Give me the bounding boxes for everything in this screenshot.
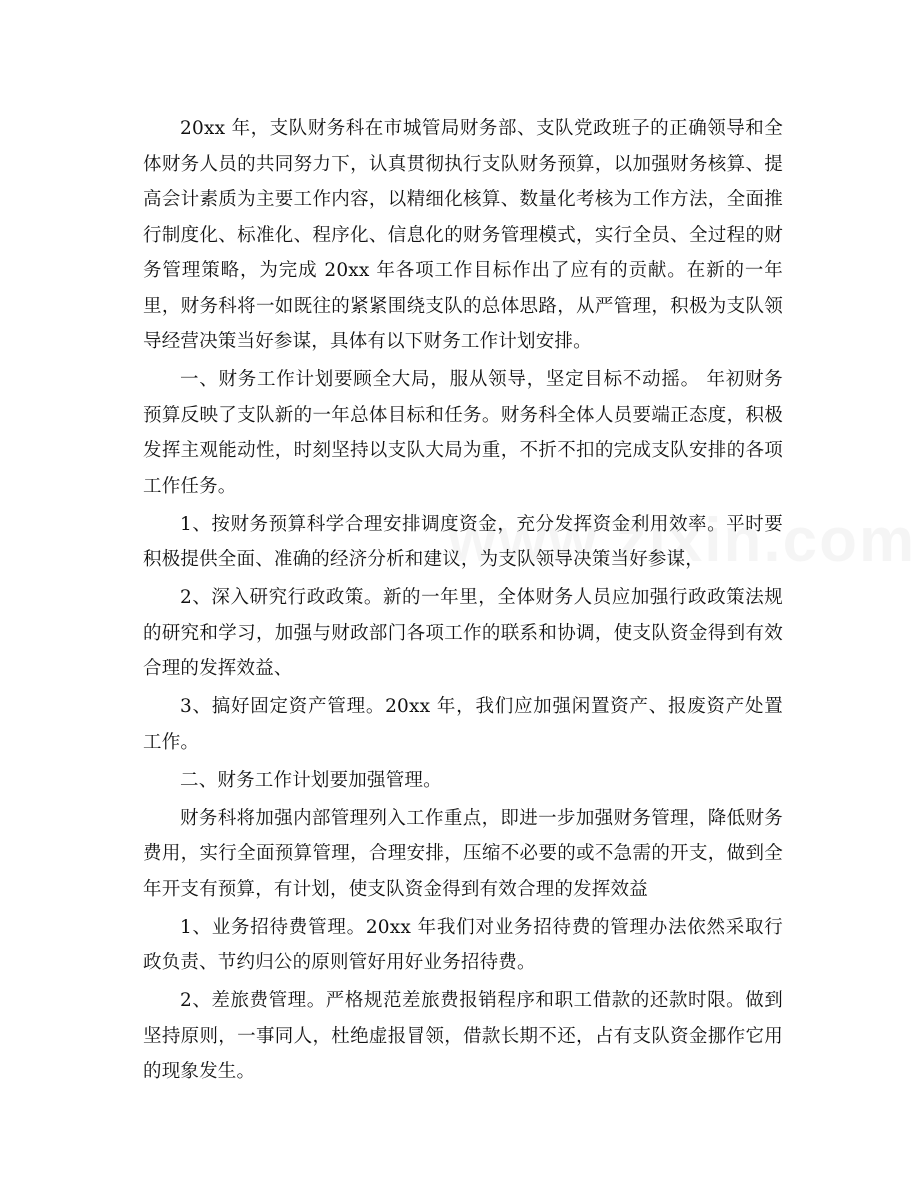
paragraph-item-hospitality: 1、业务招待费管理。20xx 年我们对业务招待费的管理办法依然采取行政负责、节约归公的原则管好用好业务招待费。 xyxy=(143,916,783,973)
paragraph-item-1: 1、按财务预算科学合理安排调度资金，充分发挥资金利用效率。平时要积极提供全面、准确的经济分析和建议，为支队领导决策当好参谋， xyxy=(143,513,783,570)
paragraph-section-one-heading: 一、财务工作计划要顾全大局，服从领导，坚定目标不动摇。 年初财务预算反映了支队新的一年总体目标和任务。财务科全体人员要端正态度，积极发挥主观能动性，时刻坚持以支队大局为重，不折不扣的完成支队安排的各项工作任务。 xyxy=(143,369,783,497)
paragraph-item-2: 2、深入研究行政政策。新的一年里，全体财务人员应加强行政政策法规的研究和学习，加强与财政部门各项工作的联系和协调，使支队资金得到有效合理的发挥效益、 xyxy=(143,587,783,679)
paragraph-item-3: 3、搞好固定资产管理。20xx 年，我们应加强闲置资产、报废资产处置工作。 xyxy=(143,696,783,753)
paragraph-intro: 20xx 年，支队财务科在市城管局财务部、支队党政班子的正确领导和全体财务人员的共同努力下，认真贯彻执行支队财务预算，以加强财务核算、提高会计素质为主要工作内容，以精细化核算、数量化考核为工作方法，全面推行制度化、标准化、程序化、信息化的财务管理模式，实行全员、全过程的财务管理策略，为完成 20xx 年各项工作目标作出了应有的贡献。在新的一年里，财务科将一如既往的紧紧围绕支队的总体思路，从严管理，积极为支队领导经营决策当好参谋，具体有以下财务工作计划安排。 xyxy=(143,118,783,352)
paragraph-section-two-heading: 二、财务工作计划要加强管理。 xyxy=(180,769,442,791)
paragraph-section-two-body: 财务科将加强内部管理列入工作重点，即进一步加强财务管理，降低财务费用，实行全面预算管理，合理安排，压缩不必要的或不急需的开支，做到全年开支有预算，有计划，使支队资金得到有效合理的发挥效益 xyxy=(143,807,783,900)
document-body xyxy=(143,111,783,1092)
paragraph-item-travel: 2、差旅费管理。严格规范差旅费报销程序和职工借款的还款时限。做到坚持原则，一事同人，杜绝虚报冒领，借款长期不还，占有支队资金挪作它用的现象发生。 xyxy=(143,990,783,1082)
